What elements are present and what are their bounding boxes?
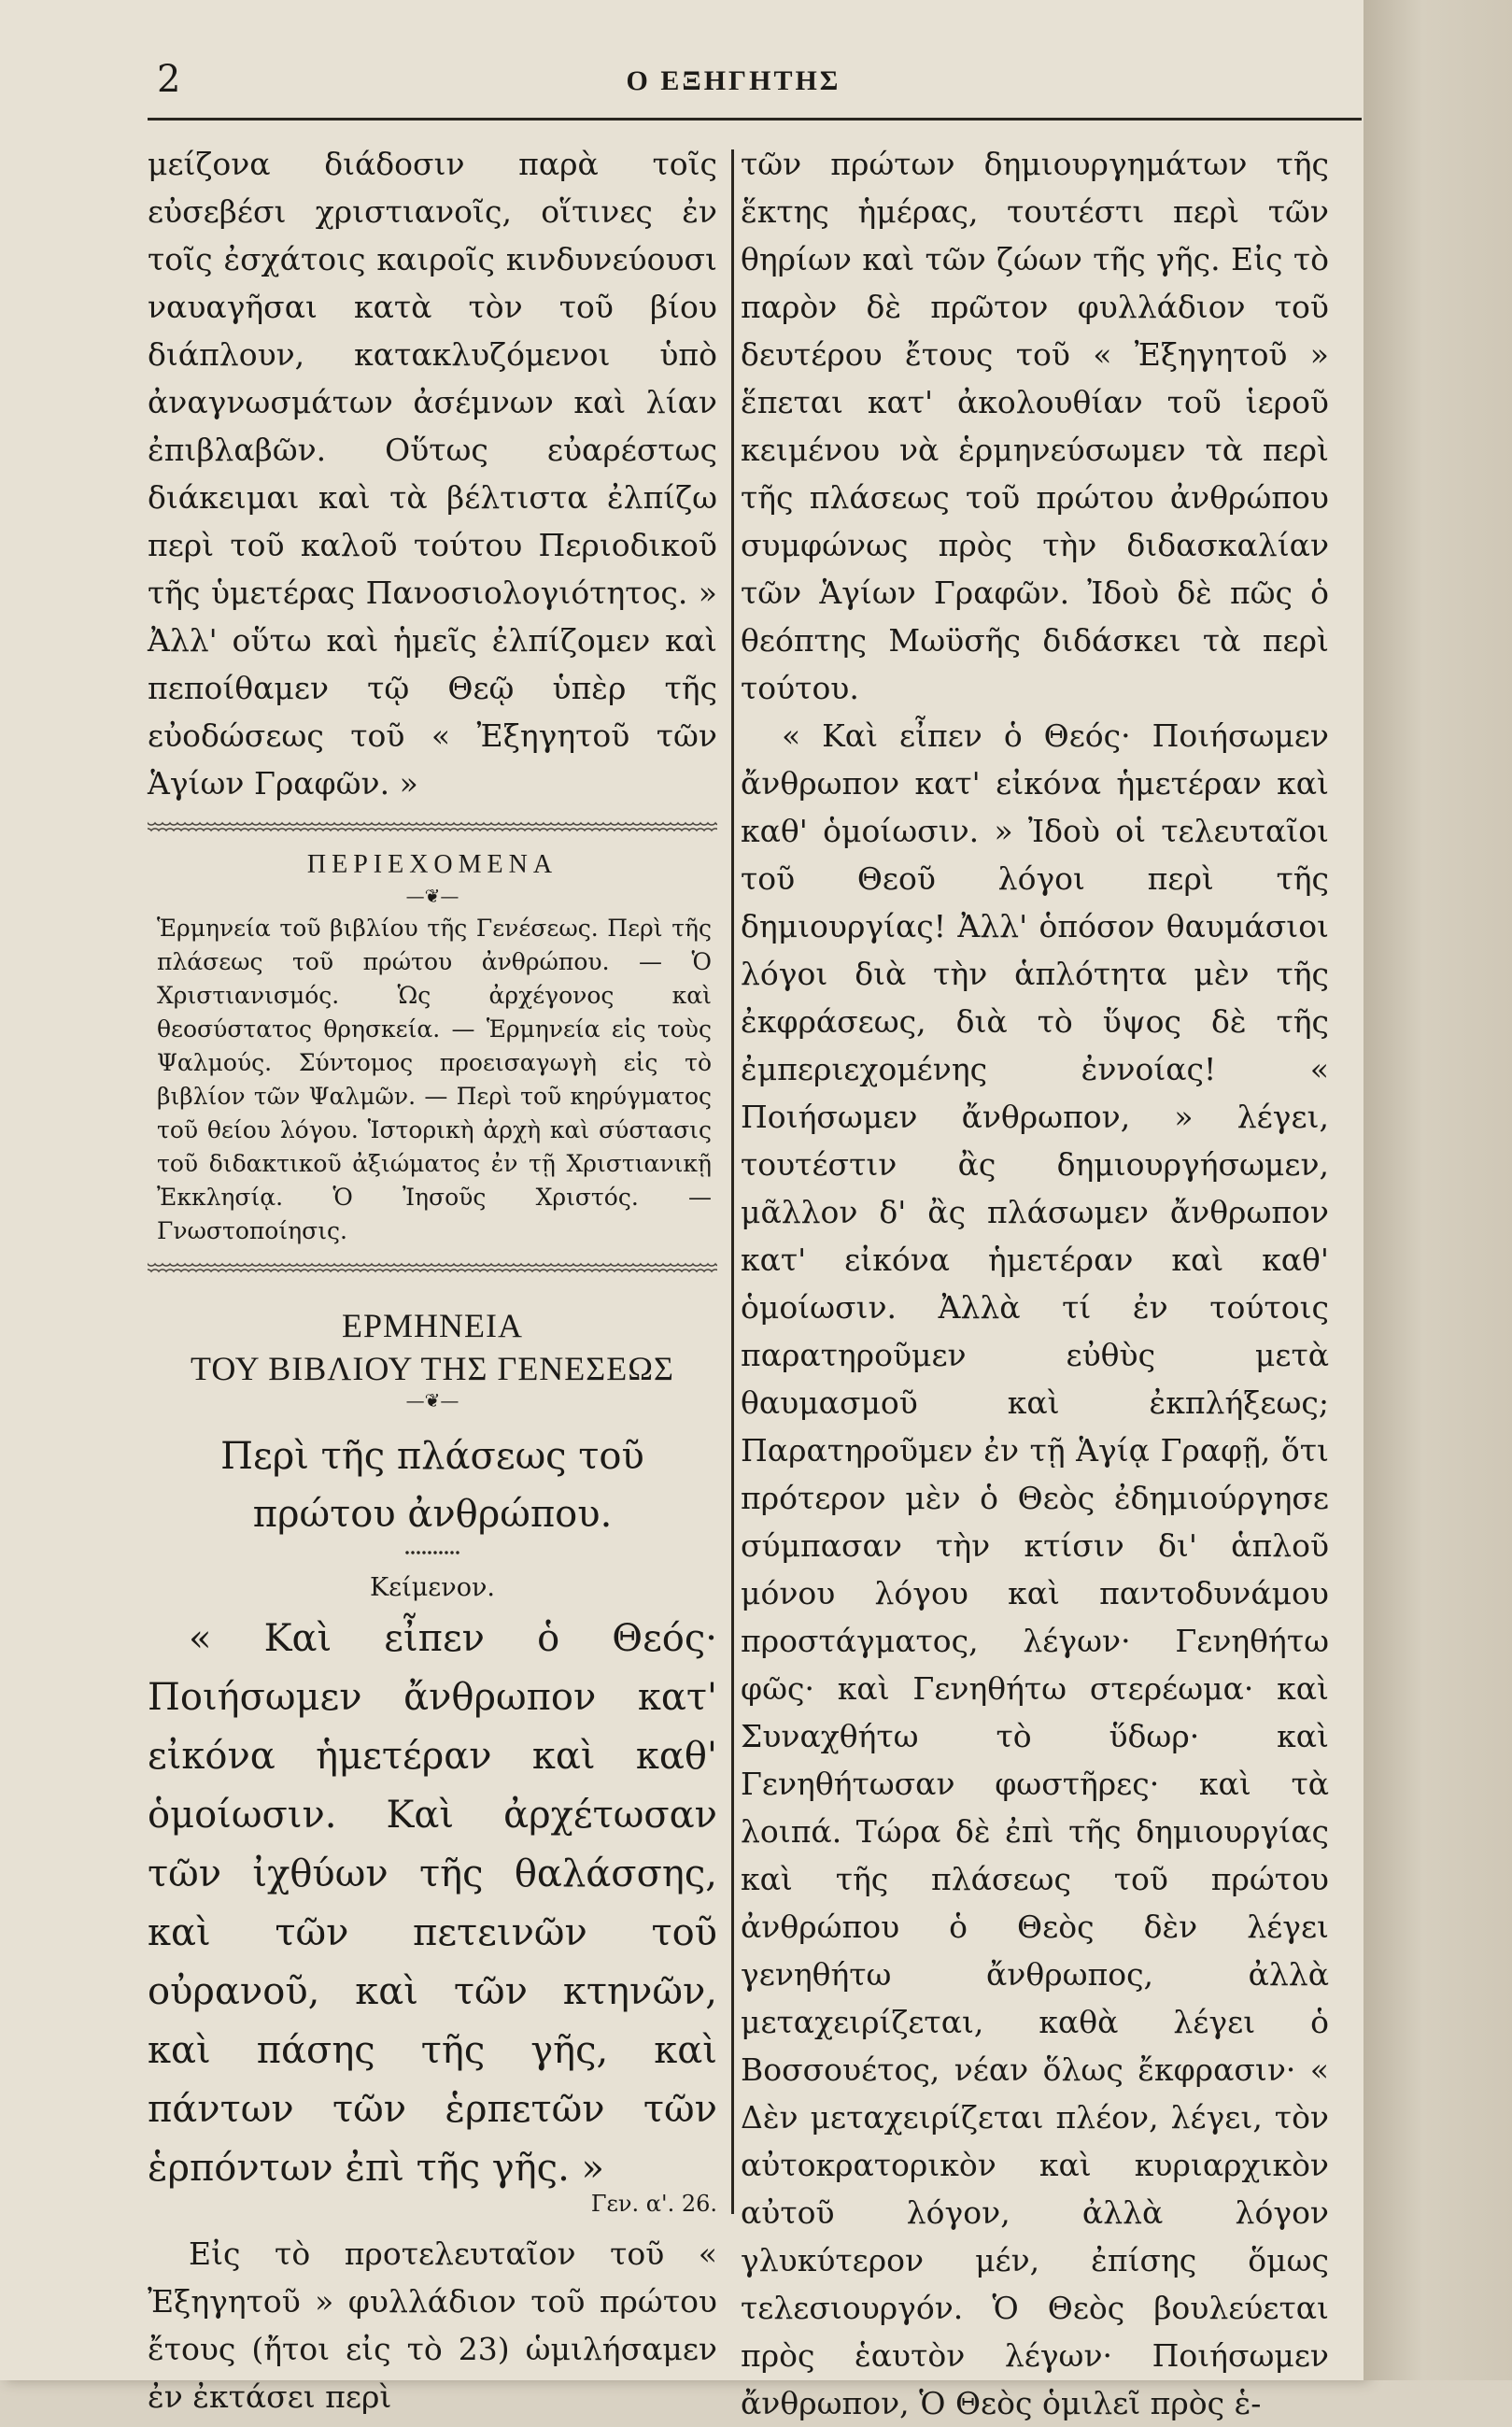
closing-paragraph: Εἰς τὸ προτελευταῖον τοῦ « Ἐξηγητοῦ » φυλλάδιον τοῦ πρώτου ἔτους (ἤτοι εἰς τὸ 23) ὡμιλήσαμεν ἐν ἐκτάσει περὶ — [148, 2235, 717, 2415]
toc-title: ΠΕΡΙΕΧΟΜΕΝΑ — [306, 850, 558, 879]
wavy-divider — [148, 820, 717, 833]
running-title: Ο ΕΞΗΓΗΤΗΣ — [626, 65, 841, 96]
column-divider — [731, 149, 734, 2214]
wavy-divider — [148, 1261, 717, 1274]
text-label: Κείμενον. — [370, 1573, 495, 1602]
small-ornament — [404, 1549, 460, 1556]
intro-paragraph: μείζονα διάδοσιν παρὰ τοῖς εὐσεβέσι χριστιανοῖς, οἵτινες ἐν τοῖς ἐσχάτοις καιροῖς κινδυνεύουσι ναυαγῆσαι κατὰ τὸν τοῦ βίου διάπλουν, κατακλυζόμενοι ὑπὸ ἀναγνωσμάτων ἀσέμνων καὶ λίαν ἐπιβλαβῶν. Οὕτως εὐαρέστως διάκειμαι καὶ τὰ βέλτιστα ἐλπίζω περὶ τοῦ καλοῦ τούτου Περιοδικοῦ τῆς ὑμετέρας Πανοσιολογιότητος. » Ἀλλ' οὕτω καὶ ἡμεῖς ἐλπίζομεν καὶ πεποίθαμεν τῷ Θεῷ ὑπὲρ τῆς εὐοδώσεως τοῦ « Ἐξηγητοῦ τῶν Ἁγίων Γραφῶν. » — [148, 146, 717, 802]
left-column — [148, 140, 717, 2420]
right-column — [741, 140, 1329, 2427]
ornament-icon: —❦— — [405, 885, 459, 907]
page-number: 2 — [157, 58, 181, 101]
section-subtitle: ΤΟΥ ΒΙΒΛΙΟΥ ΤΗΣ ΓΕΝΕΣΕΩΣ — [191, 1350, 674, 1387]
ornament-icon: —❦— — [405, 1389, 459, 1412]
chapter-heading: Περὶ τῆς πλάσεως τοῦ πρώτου ἀνθρώπου. — [220, 1435, 644, 1536]
scripture-text: « Καὶ εἶπεν ὁ Θεός· Ποιήσωμεν ἄνθρωπον κατ' εἰκόνα ἡμετέραν καὶ καθ' ὁμοίωσιν. Καὶ ἀρχέτωσαν τῶν ἰχθύων τῆς θαλάσσης, καὶ τῶν πετεινῶν τοῦ οὐρανοῦ, καὶ τῶν κτηνῶν, καὶ πάσης τῆς γῆς, καὶ πάντων τῶν ἑρπετῶν τῶν ἑρπόντων ἐπὶ τῆς γῆς. » — [148, 1617, 717, 2190]
scripture-reference: Γεν. α'. 26. — [590, 2191, 717, 2217]
right-paragraph-2: « Καὶ εἶπεν ὁ Θεός· Ποιήσωμεν ἄνθρωπον κατ' εἰκόνα ἡμετέραν καὶ καθ' ὁμοίωσιν. » Ἰδοὺ οἱ τελευταῖοι τοῦ Θεοῦ λόγοι περὶ τῆς δημιουργίας! Ἀλλ' ὁπόσον θαυμάσιοι λόγοι διὰ τὴν ἁπλότητα μὲν τῆς ἐκφράσεως, διὰ τὸ ὕψος δὲ τῆς ἐμπεριεχομένης ἐννοίας! « Ποιήσωμεν ἄνθρωπον, » λέγει, τουτέστιν ἂς δημιουργήσωμεν, μᾶλλον δ' ἂς πλάσωμεν ἄνθρωπον κατ' εἰκόνα ἡμετέραν καὶ καθ' ὁμοίωσιν. Ἀλλὰ τί ἐν τούτοις παρατηροῦμεν εὐθὺς μετὰ θαυμασμοῦ καὶ ἐκπλήξεως; Παρατηροῦμεν ἐν τῇ Ἁγίᾳ Γραφῇ, ὅτι πρότερον μὲν ὁ Θεὸς ἐδημιούργησε σύμπασαν τὴν κτίσιν δι' ἁπλοῦ μόνου λόγου καὶ παντοδυνάμου προστάγματος, λέγων· Γενηθήτω φῶς· καὶ Γενηθήτω στερέωμα· καὶ Συναχθήτω τὸ ὕδωρ· καὶ Γενηθήτωσαν φωστῆρες· καὶ τὰ λοιπά. Τώρα δὲ ἐπὶ τῆς δημιουργίας καὶ τῆς πλάσεως τοῦ πρώτου ἀνθρώπου ὁ Θεὸς δὲν λέγει γενηθήτω ἄνθρωπος, ἀλλὰ μεταχειρίζεται, καθὰ λέγει ὁ Βοσσουέτος, νέαν ὅλως ἔκφρασιν· « Δὲν μεταχειρίζεται πλέον, λέγει, τὸν αὐτοκρατορικὸν καὶ κυριαρχικὸν αὐτοῦ λόγον, ἀλλὰ λόγον γλυκύτερον μέν, ἐπίσης ὅμως τελεσιουργόν. Ὁ Θεὸς βουλεύεται πρὸς ἑαυτὸν λέγων· Ποιήσωμεν ἄνθρωπον, Ὁ Θεὸς ὁμιλεῖ πρὸς ἑ- — [741, 717, 1329, 2421]
scripture-quote — [148, 1610, 717, 2217]
section-title: ΕΡΜΗΝΕΙΑ — [342, 1307, 523, 1344]
header-rule — [148, 118, 1362, 121]
right-paragraph-1: τῶν πρώτων δημιουργημάτων τῆς ἕκτης ἡμέρας, τουτέστι περὶ τῶν θηρίων καὶ τῶν ζώων τῆς γῆς. Εἰς τὸ παρὸν δὲ πρῶτον φυλλάδιον τοῦ δευτέρου ἔτους τοῦ « Ἐξηγητοῦ » ἕπεται κατ' ἀκολουθίαν τοῦ ἱεροῦ κειμένου νὰ ἑρμηνεύσωμεν τὰ περὶ τῆς πλάσεως τοῦ πρώτου ἀνθρώπου συμφώνως πρὸς τὴν διδασκαλίαν τῶν Ἁγίων Γραφῶν. Ἰδοὺ δὲ πῶς ὁ θεόπτης Μωϋσῆς διδάσκει τὰ περὶ τούτου. — [741, 146, 1329, 706]
toc-body: Ἑρμηνεία τοῦ βιβλίου τῆς Γενέσεως. Περὶ τῆς πλάσεως τοῦ πρώτου ἀνθρώπου. — Ὁ Χριστιανισμός. Ὡς ἀρχέγονος καὶ θεοσύστατος θρησκεία. — Ἑρμηνεία εἰς τοὺς Ψαλμούς. Σύντομος προεισαγωγὴ εἰς τὸ βιβλίον τῶν Ψαλμῶν. — Περὶ τοῦ κηρύγματος τοῦ θείου λόγου. Ἱστορικὴ ἀρχὴ καὶ σύστασις τοῦ διδακτικοῦ ἀξιώματος ἐν τῇ Χριστιανικῇ Ἐκκλησίᾳ. Ὁ Ἰησοῦς Χριστός. — Γνωστοποίησις. — [157, 915, 712, 1244]
page-edge — [1364, 0, 1512, 2380]
page-header — [148, 58, 1320, 114]
